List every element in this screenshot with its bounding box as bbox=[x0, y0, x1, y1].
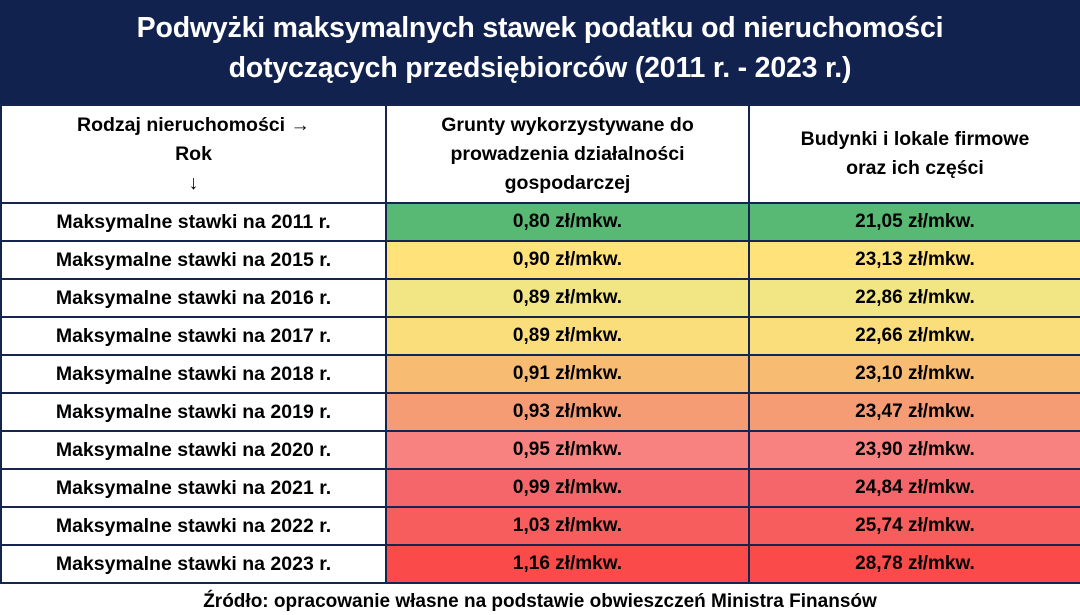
cell-grunty-rate: 0,89 zł/mkw. bbox=[386, 279, 749, 317]
column-header-budynki bbox=[749, 105, 1080, 203]
cell-budynki-rate: 22,66 zł/mkw. bbox=[749, 317, 1080, 355]
table-row bbox=[1, 431, 1080, 469]
column-header-year-line-1: Rodzaj nieruchomości → bbox=[77, 113, 310, 136]
row-label-year: Maksymalne stawki na 2019 r. bbox=[1, 393, 386, 431]
cell-budynki-rate: 21,05 zł/mkw. bbox=[749, 203, 1080, 241]
table-body bbox=[1, 203, 1080, 583]
table-row bbox=[1, 469, 1080, 507]
cell-grunty-rate: 0,89 zł/mkw. bbox=[386, 317, 749, 355]
cell-grunty-rate: 1,03 zł/mkw. bbox=[386, 507, 749, 545]
cell-grunty-rate: 0,99 zł/mkw. bbox=[386, 469, 749, 507]
row-label-year: Maksymalne stawki na 2015 r. bbox=[1, 241, 386, 279]
table-row bbox=[1, 279, 1080, 317]
page-title-line-1: Podwyżki maksymalnych stawek podatku od nieruchomości bbox=[136, 12, 944, 44]
cell-budynki-rate: 25,74 zł/mkw. bbox=[749, 507, 1080, 545]
cell-grunty-rate: 1,16 zł/mkw. bbox=[386, 545, 749, 583]
table-row bbox=[1, 507, 1080, 545]
column-header-grunty-line-2: prowadzenia działalności bbox=[450, 142, 685, 165]
cell-budynki-rate: 23,90 zł/mkw. bbox=[749, 431, 1080, 469]
column-header-budynki-line-1: Budynki i lokale firmowe bbox=[800, 128, 1030, 150]
table-row bbox=[1, 545, 1080, 583]
cell-budynki-rate: 22,86 zł/mkw. bbox=[749, 279, 1080, 317]
source-note: Źródło: opracowanie własne na podstawie obwieszczeń Ministra Finansów bbox=[203, 591, 877, 612]
column-header-grunty bbox=[386, 105, 749, 203]
table-row bbox=[1, 203, 1080, 241]
row-label-year: Maksymalne stawki na 2022 r. bbox=[1, 507, 386, 545]
column-header-budynki-line-2: oraz ich części bbox=[846, 157, 984, 179]
cell-budynki-rate: 23,10 zł/mkw. bbox=[749, 355, 1080, 393]
table-header bbox=[1, 105, 1080, 203]
cell-grunty-rate: 0,91 zł/mkw. bbox=[386, 355, 749, 393]
row-label-year: Maksymalne stawki na 2021 r. bbox=[1, 469, 386, 507]
page-title bbox=[0, 0, 1080, 104]
table-row bbox=[1, 241, 1080, 279]
row-label-year: Maksymalne stawki na 2017 r. bbox=[1, 317, 386, 355]
row-label-year: Maksymalne stawki na 2018 r. bbox=[1, 355, 386, 393]
table-row bbox=[1, 393, 1080, 431]
column-header-year bbox=[1, 105, 386, 203]
cell-budynki-rate: 24,84 zł/mkw. bbox=[749, 469, 1080, 507]
row-label-year: Maksymalne stawki na 2023 r. bbox=[1, 545, 386, 583]
table-row bbox=[1, 355, 1080, 393]
column-header-year-line-3: ↓ bbox=[188, 171, 199, 194]
column-header-grunty-line-1: Grunty wykorzystywane do bbox=[441, 113, 694, 136]
column-header-grunty-line-3: gospodarczej bbox=[504, 171, 631, 194]
cell-grunty-rate: 0,93 zł/mkw. bbox=[386, 393, 749, 431]
row-label-year: Maksymalne stawki na 2011 r. bbox=[1, 203, 386, 241]
row-label-year: Maksymalne stawki na 2020 r. bbox=[1, 431, 386, 469]
table-header-row bbox=[1, 105, 1080, 203]
cell-grunty-rate: 0,95 zł/mkw. bbox=[386, 431, 749, 469]
cell-budynki-rate: 23,13 zł/mkw. bbox=[749, 241, 1080, 279]
column-header-year-line-2: Rok bbox=[175, 142, 212, 165]
cell-budynki-rate: 23,47 zł/mkw. bbox=[749, 393, 1080, 431]
cell-budynki-rate: 28,78 zł/mkw. bbox=[749, 545, 1080, 583]
row-label-year: Maksymalne stawki na 2016 r. bbox=[1, 279, 386, 317]
rates-table bbox=[0, 104, 1080, 584]
table-row bbox=[1, 317, 1080, 355]
cell-grunty-rate: 0,90 zł/mkw. bbox=[386, 241, 749, 279]
cell-grunty-rate: 0,80 zł/mkw. bbox=[386, 203, 749, 241]
page-title-line-2: dotyczących przedsiębiorców (2011 r. - 2023 r.) bbox=[228, 52, 852, 84]
